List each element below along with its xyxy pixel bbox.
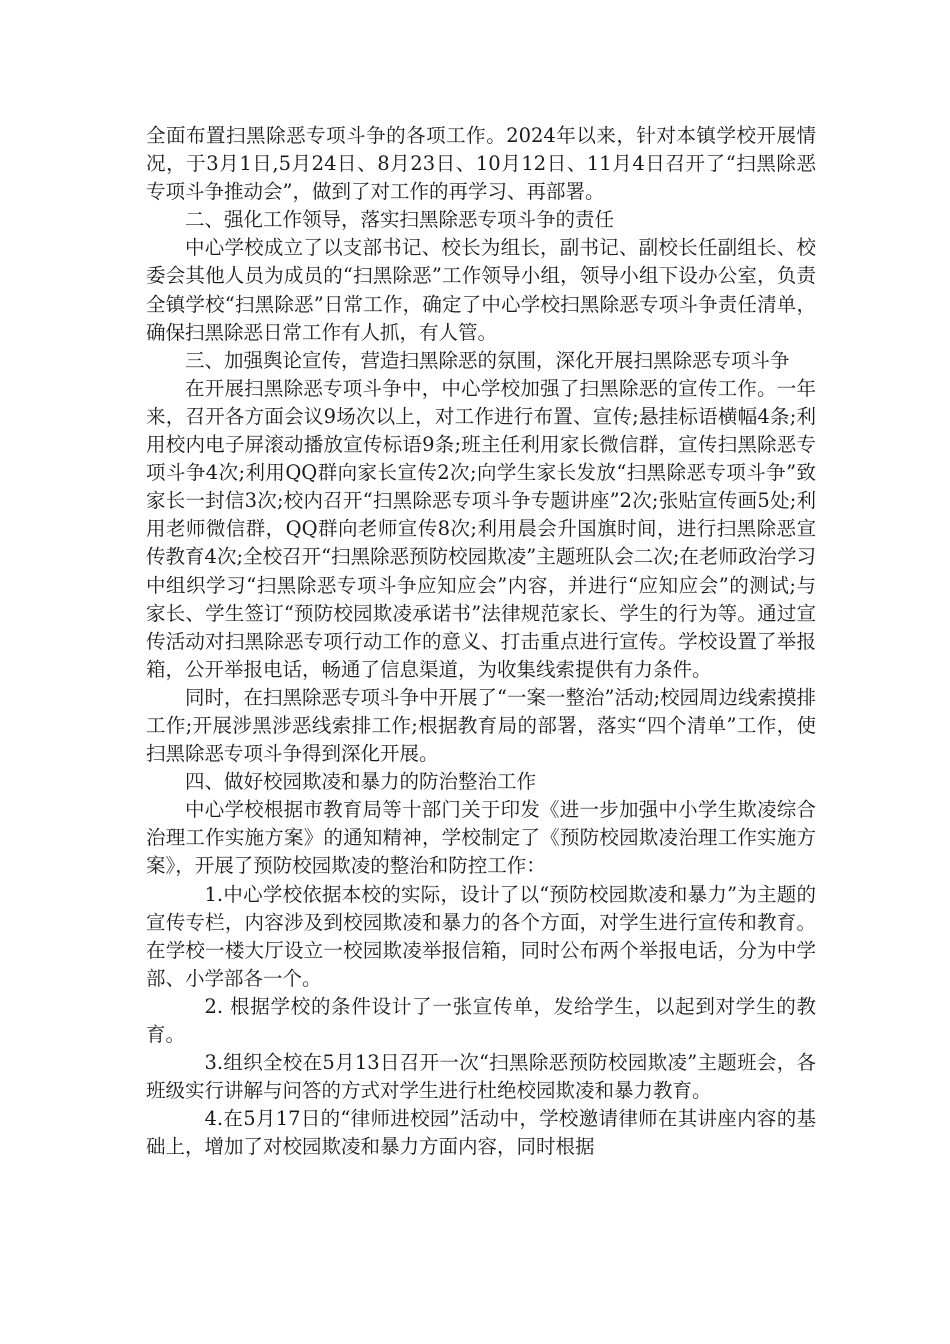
paragraph: 同时，在扫黑除恶专项斗争中开展了“一案一整治”活动;校园周边线索摸排工作;开展涉黑涉恶线索排工作;根据教育局的部署，落实“四个清单”工作，使扫黑除恶专项斗争得到深化开展。 — [146, 685, 817, 766]
list-item-2: 2. 根据学校的条件设计了一张宣传单，发给学生，以起到对学生的教育。 — [146, 994, 816, 1046]
paragraph: 中心学校成立了以支部书记、校长为组长，副书记、副校长任副组长、校委会其他人员为成员的“扫黑除恶”工作领导小组，领导小组下设办公室，负责全镇学校“扫黑除恶”日常工作，确定了中心学校扫黑除恶专项斗争责任清单，确保扫黑除恶日常工作有人抓，有人管。 — [146, 236, 816, 344]
list-item-1: 1.中心学校依据本校的实际，设计了以“预防校园欺凌和暴力”为主题的宣传专栏，内容涉及到校园欺凌和暴力的各个方面，对学生进行宣传和教育。在学校一楼大厅设立一校园欺凌举报信箱，同时公布两个举报电话，分为中学部、小学部各一个。 — [146, 882, 816, 990]
paragraph: 中心学校根据市教育局等十部门关于印发《进一步加强中小学生欺凌综合治理工作实施方案》的通知精神，学校制定了《预防校园欺凌治理工作实施方案》，开展了预防校园欺凌的整治和防控工作： — [146, 798, 816, 878]
section-heading-3: 三、加强舆论宣传，营造扫黑除恶的氛围，深化开展扫黑除恶专项斗争 — [185, 348, 790, 372]
paragraph: 在开展扫黑除恶专项斗争中，中心学校加强了扫黑除恶的宣传工作。一年来，召开各方面会议9场次以上，对工作进行布置、宣传;悬挂标语横幅4条;利用校内电子屏滚动播放宣传标语9条;班主任利用家长微信群，宣传扫黑除恶专项斗争4次;利用QQ群向家长宣传2次;向学生家长发放“扫黑除恶专项斗争”致家长一封信3次;校内召开“扫黑除恶专项斗争专题讲座”2次;张贴宣传画5处;利用老师微信群，QQ群向老师宣传8次;利用晨会升国旗时间，进行扫黑除恶宣传教育4次;全校召开“扫黑除恶预防校园欺凌”主题班队会二次;在老师政治学习中组织学习“扫黑除恶专项斗争应知应会”内容，并进行“应知应会”的测试;与家长、学生签订“预防校园欺凌承诺书”法律规范家长、学生的行为等。通过宣传活动对扫黑除恶专项行动工作的意义、打击重点进行宣传。学校设置了举报箱，公开举报电话，畅通了信息渠道，为收集线索提供有力条件。 — [146, 376, 817, 681]
document-body — [146, 122, 816, 1161]
section-heading-2: 二、强化工作领导，落实扫黑除恶专项斗争的责任 — [185, 208, 615, 232]
list-item-4: 4.在5月17日的“律师进校园”活动中，学校邀请律师在其讲座内容的基础上，增加了对校园欺凌和暴力方面内容，同时根据 — [146, 1107, 816, 1159]
paragraph-continuation: 全面布置扫黑除恶专项斗争的各项工作。2024年以来，针对本镇学校开展情况，于3月1日,5月24日、8月23日、10月12日、11月4日召开了“扫黑除恶专项斗争推动会”，做到了对工作的再学习、再部署。 — [146, 124, 816, 204]
list-item-3: 3.组织全校在5月13日召开一次“扫黑除恶预防校园欺凌”主题班会，各班级实行讲解与问答的方式对学生进行杜绝校园欺凌和暴力教育。 — [146, 1051, 816, 1103]
section-heading-4: 四、做好校园欺凌和暴力的防治整治工作 — [185, 770, 537, 794]
